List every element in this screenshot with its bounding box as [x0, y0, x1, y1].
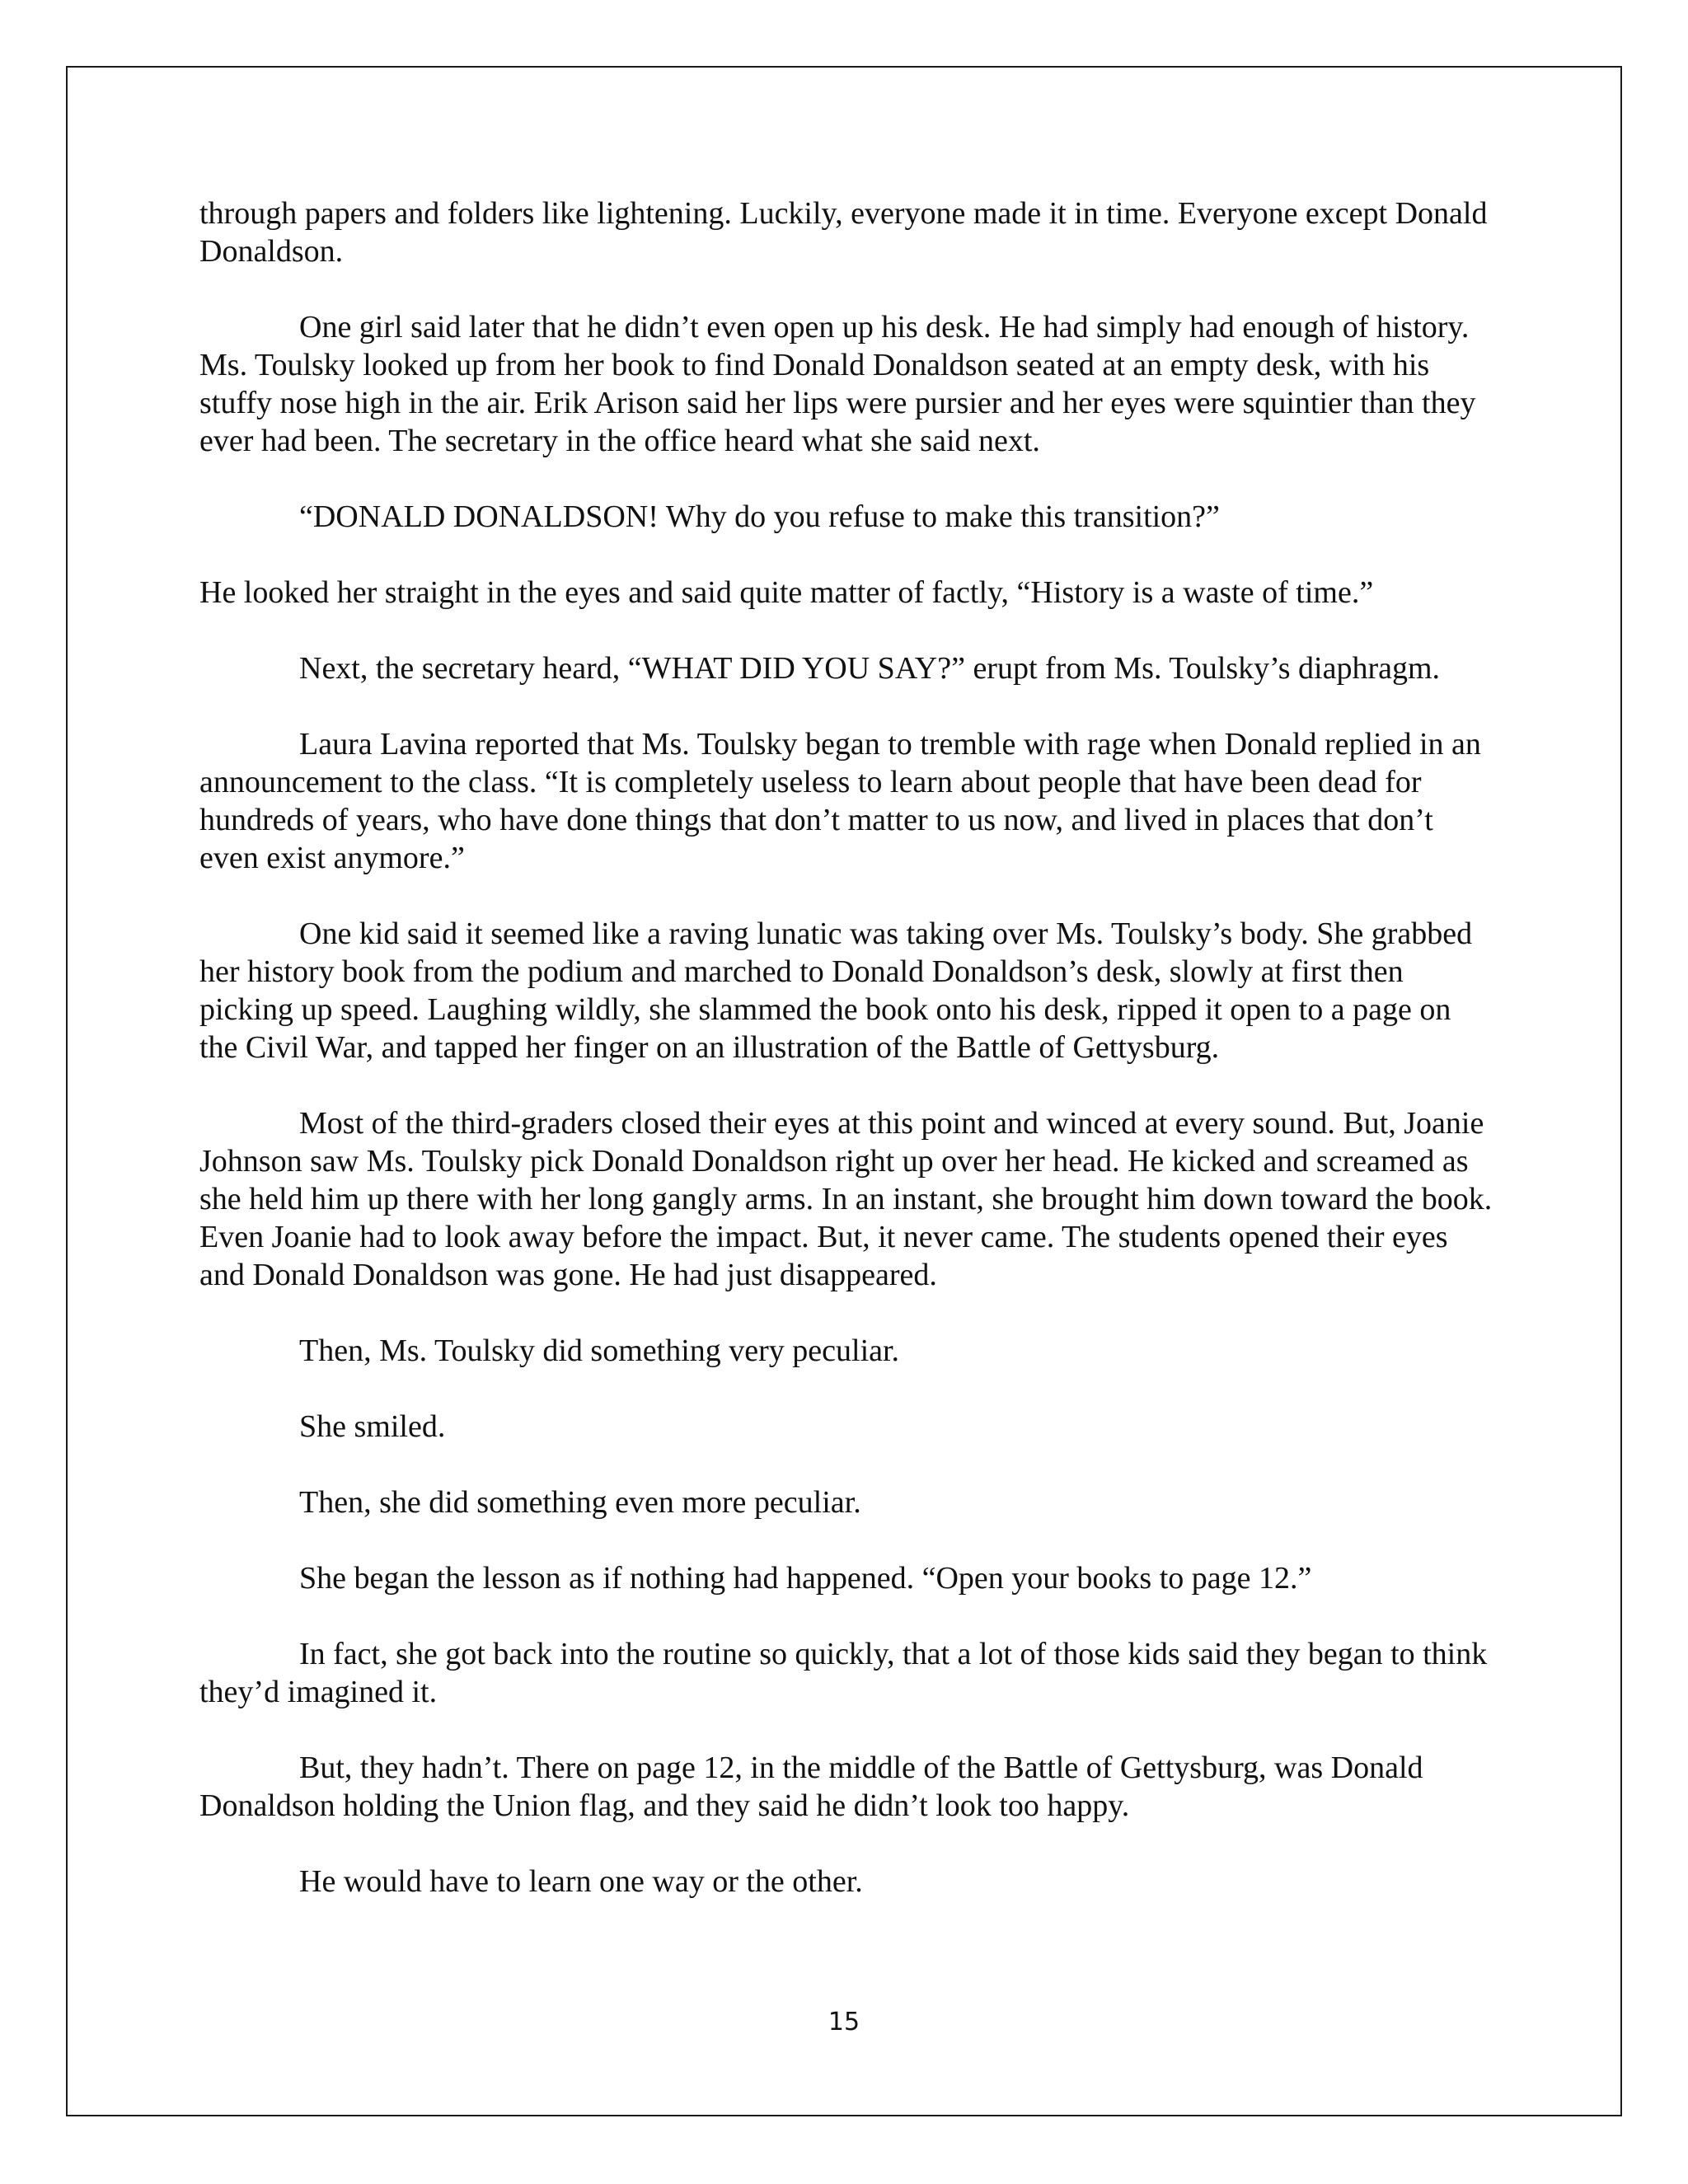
paragraph-5: Next, the secretary heard, “WHAT DID YOU SAY?” erupt from Ms. Toulsky’s diaphragm. — [299, 651, 1441, 686]
body-text — [199, 194, 1493, 1900]
paragraph-9: Then, Ms. Toulsky did something very peculiar. — [299, 1333, 900, 1368]
paragraph-6: Laura Lavina reported that Ms. Toulsky began to tremble with rage when Donald replied in an announcement to the class. “It is completely useless to learn about people that have been dead for hundreds of years, who have done things that don’t matter to us now, and lived in places that don’t even exist anymore.” — [199, 727, 1481, 875]
paragraph-1: through papers and folders like lightening. Luckily, everyone made it in time. Everyone except Donald Donaldson. — [199, 196, 1488, 269]
paragraph-7: One kid said it seemed like a raving lunatic was taking over Ms. Toulsky’s body. She grabbed her history book from the podium and marched to Donald Donaldson’s desk, slowly at first then picking up speed. Laughing wildly, she slammed the book onto his desk, ripped it open to a page on the Civil War, and tapped her finger on an illustration of the Battle of Gettysburg. — [199, 916, 1473, 1065]
paragraph-12: She began the lesson as if nothing had happened. “Open your books to page 12.” — [299, 1561, 1312, 1596]
paragraph-2: One girl said later that he didn’t even open up his desk. He had simply had enough of history. Ms. Toulsky looked up from her book to find Donald Donaldson seated at an empty desk, with his stuffy nose high in the air. Erik Arison said her lips were pursier and her eyes were squintier than they ever had been. The secretary in the office heard what she said next. — [199, 310, 1476, 458]
paragraph-15: He would have to learn one way or the other. — [299, 1864, 863, 1899]
paragraph-14: But, they hadn’t. There on page 12, in the middle of the Battle of Gettysburg, was Donald Donaldson holding the Union flag, and they said he didn’t look too happy. — [199, 1750, 1423, 1823]
paragraph-11: Then, she did something even more peculiar. — [299, 1485, 861, 1520]
paragraph-8: Most of the third-graders closed their eyes at this point and winced at every sound. But, Joanie Johnson saw Ms. Toulsky pick Donald Donaldson right up over her head. He kicked and screamed as she held him up there with her long gangly arms. In an instant, she brought him down toward the book. Even Joanie had to look away before the impact. But, it never came. The students opened their eyes and Donald Donaldson was gone. He had just disappeared. — [199, 1106, 1493, 1292]
page-number: 15 — [828, 2008, 860, 2036]
paragraph-13: In fact, she got back into the routine so quickly, that a lot of those kids said they began to think they’d imagined it. — [199, 1637, 1488, 1709]
paragraph-3: “DONALD DONALDSON! Why do you refuse to make this transition?” — [299, 499, 1220, 534]
paragraph-10: She smiled. — [299, 1409, 446, 1444]
paragraph-4: He looked her straight in the eyes and said quite matter of factly, “History is a waste of time.” — [199, 575, 1374, 610]
